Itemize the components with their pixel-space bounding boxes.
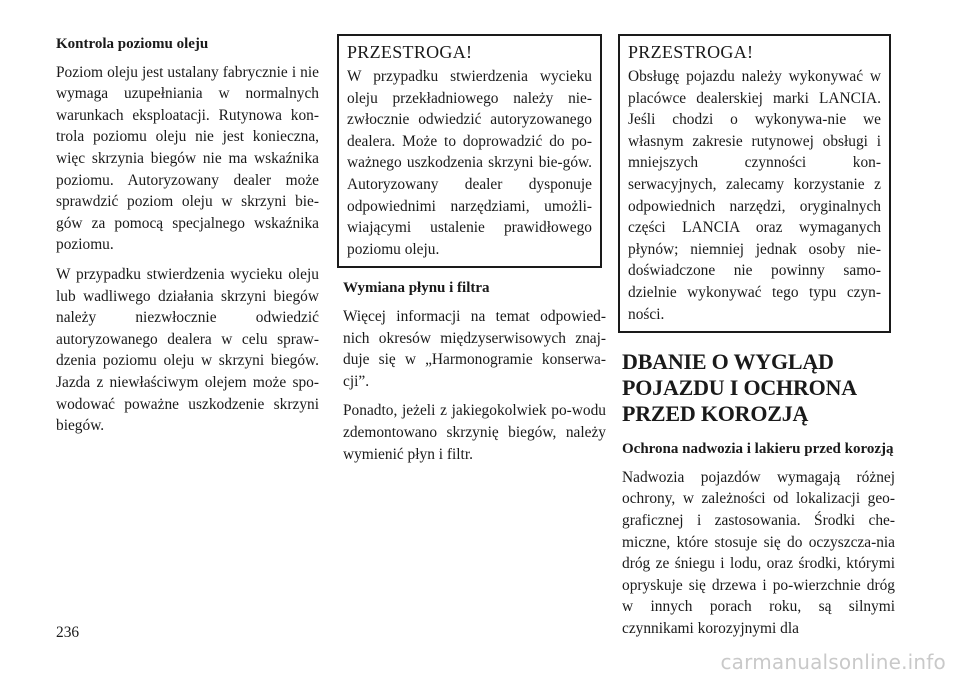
watermark-logo: carmanualsonline.info bbox=[720, 650, 946, 674]
subheading-fluid-filter: Wymiana płynu i filtra bbox=[343, 280, 490, 297]
page-number: 236 bbox=[56, 624, 80, 641]
column-3 bbox=[622, 34, 895, 647]
subheading-corrosion: Ochrona nadwozia i lakieru przed korozją bbox=[622, 441, 894, 458]
paragraph: W przypadku stwierdzenia wycieku oleju lub wadliwego działania skrzyni biegów należy niezwłocznie odwiedzić autoryzowanego dealera w celu spraw-dzenia poziomu oleju w skrzyni biegów. Jazda z niewłaściwym olejem może spo-wodować poważne uszkodzenie skrzyni biegów. bbox=[56, 265, 319, 435]
column-1 bbox=[56, 34, 319, 445]
paragraph: Ponadto, jeżeli z jakiegokolwiek po-wodu zdemontowano skrzynię biegów, należy wymienić płyn i filtr. bbox=[343, 402, 606, 463]
paragraph: Poziom oleju jest ustalany fabrycznie i nie wymaga uzupełniania w normalnych warunkach eksploatacji. Rutynowa kon-trola poziomu oleju nie jest konieczna, więc skrzynia biegów nie ma wskaźnika poziomu. Autoryzowany dealer może sprawdzić poziom oleju w skrzyni bie-gów za pomocą specjalnego wskaźnika poziomu. bbox=[56, 63, 319, 254]
warning-text: W przypadku stwierdzenia wycieku oleju przekładniowego należy nie-zwłocznie odwiedzić autoryzowanego dealera. Może to doprowadzić do po-ważnego uszkodzenia skrzyni bie-gów. Autoryzowany dealer dysponuje odpowiednimi narzędziami, umożli-wiającymi ustalenie prawidłowego poziomu oleju. bbox=[347, 68, 592, 258]
warning-title: PRZESTROGA! bbox=[628, 42, 754, 62]
section-title: DBANIE O WYGLĄD POJAZDU I OCHRONA PRZED KOROZJĄ bbox=[622, 349, 856, 427]
subheading-oil-level: Kontrola poziomu oleju bbox=[56, 36, 209, 52]
warning-text: Obsługę pojazdu należy wykonywać w placówce dealerskiej marki LANCIA. Jeśli chodzi o wykonywa-nie we własnym zakresie rutynowej obsługi i mniejszych czynności kon-serwacyjnych, zalecamy korzystanie z odpowiednich narzędzi, oryginalnych części LANCIA oraz wymaganych płynów; niemniej jednak osoby nie-doświadczone nie powinny samo-dzielnie wykonywać tego typu czyn-ności. bbox=[628, 68, 881, 323]
column-2 bbox=[343, 34, 606, 473]
paragraph: Nadwozia pojazdów wymagają różnej ochrony, w zależności od lokalizacji geo-graficznej i zastosowania. Środki che-miczne, które stosuje się do oczyszcza-nia dróg ze śniegu i lodu, oraz środki, którymi opryskuje się drzewa i po-wierzchnie dróg w innych porach roku, są silnymi czynnikami korozyjnymi dla bbox=[622, 468, 895, 637]
warning-box bbox=[337, 34, 602, 268]
warning-title: PRZESTROGA! bbox=[347, 42, 473, 62]
paragraph: Więcej informacji na temat odpowied-nich okresów międzyserwisowych znaj-duje się w „Harmonogramie konserwa-cji”. bbox=[343, 307, 606, 390]
warning-box bbox=[618, 34, 891, 333]
